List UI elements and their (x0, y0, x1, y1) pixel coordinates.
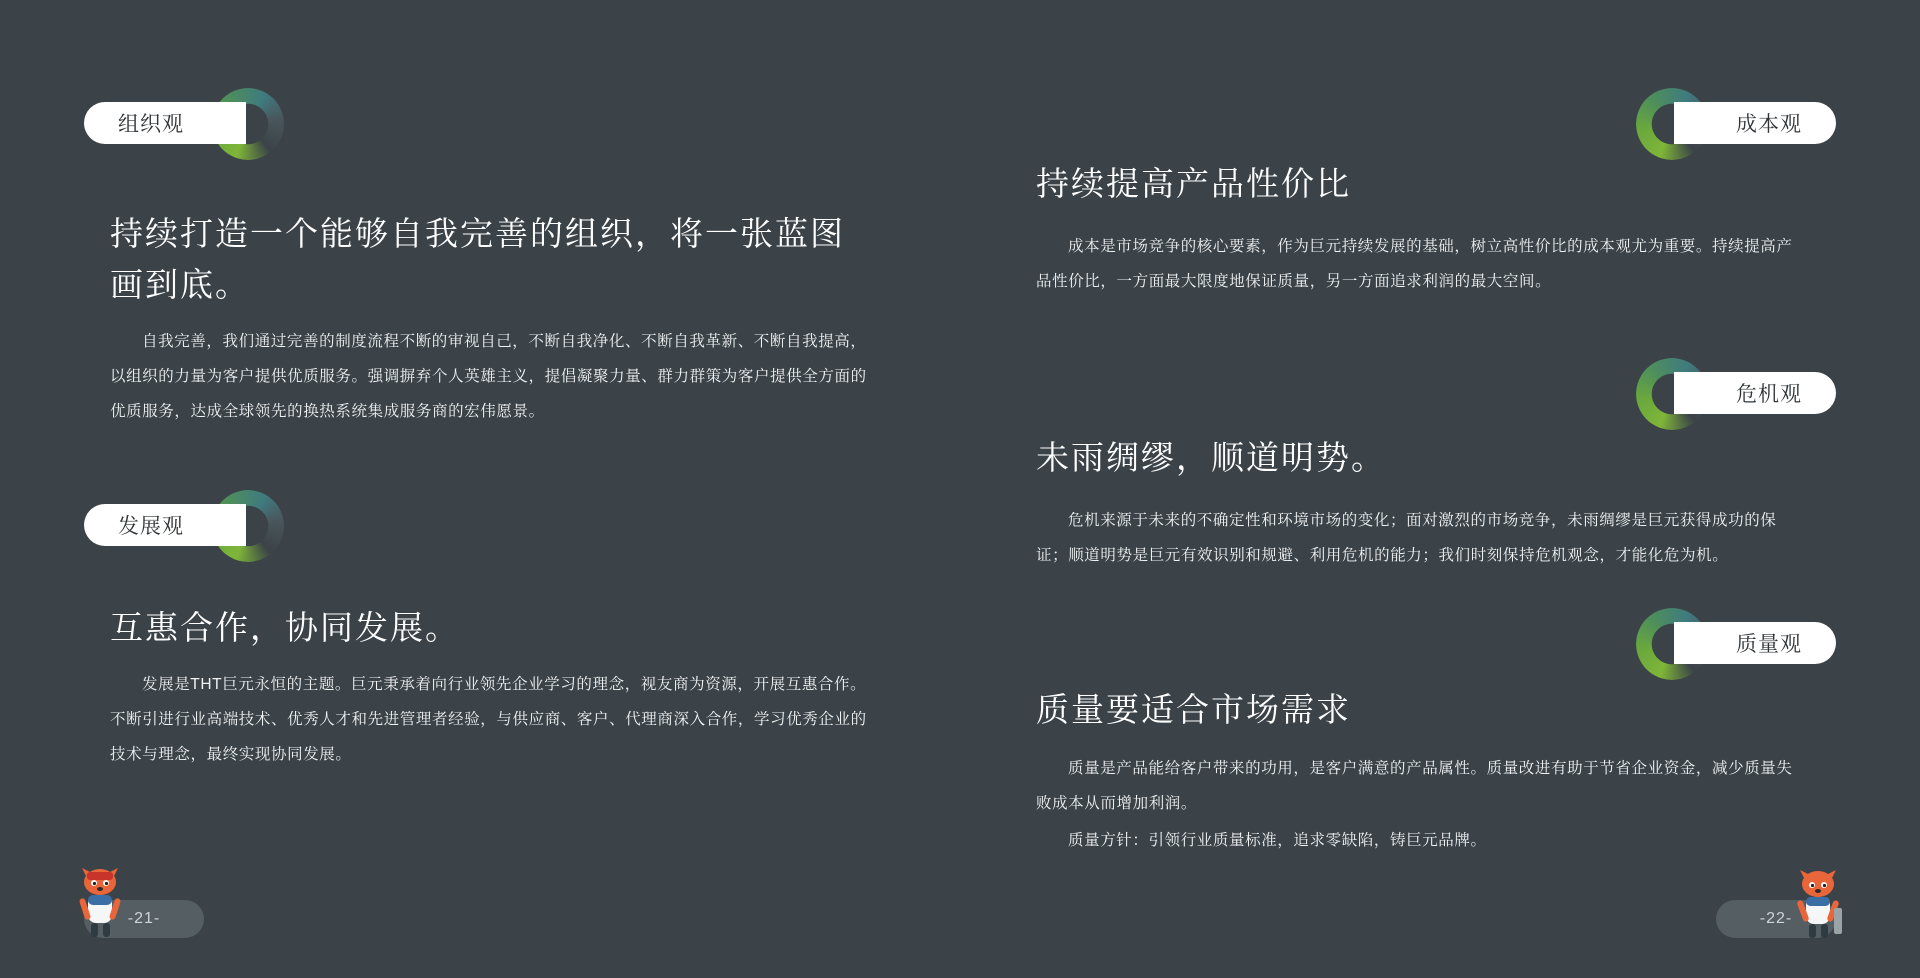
mascot-character-icon (70, 868, 136, 942)
mascot-character-icon (1784, 868, 1850, 942)
section-body-organization: 自我完善，我们通过完善的制度流程不断的审视自己，不断自我净化、不断自我革新、不断自我提高，以组织的力量为客户提供优质服务。强调摒弃个人英雄主义，提倡凝聚力量、群力群策为客户提供全方面的优质服务，达成全球领先的换热系统集成服务商的宏伟愿景。 (110, 333, 867, 420)
section-tag-crisis (1636, 358, 1836, 430)
section-heading-development: 互惠合作，协同发展。 (110, 609, 460, 646)
section-body-cost: 成本是市场竞争的核心要素，作为巨元持续发展的基础，树立高性价比的成本观尤为重要。持续提高产品性价比，一方面最大限度地保证质量，另一方面追求利润的最大空间。 (1036, 238, 1793, 290)
page-right (960, 0, 1920, 978)
section-tag-quality (1636, 608, 1836, 680)
section-tag-label: 成本观 (1674, 102, 1836, 144)
section-tag-cost (1636, 88, 1836, 160)
section-tag-label: 质量观 (1674, 622, 1836, 664)
section-tag-label: 发展观 (84, 504, 246, 546)
section-heading-organization: 持续打造一个能够自我完善的组织，将一张蓝图画到底。 (110, 215, 845, 304)
page-number-right: -22- (1716, 900, 1836, 938)
section-tag-label: 危机观 (1674, 372, 1836, 414)
section-heading-crisis: 未雨绸缪，顺道明势。 (1036, 439, 1386, 476)
section-tag-organization (84, 88, 284, 160)
page-number-left: -21- (84, 900, 204, 938)
section-body-quality-1: 质量是产品能给客户带来的功用，是客户满意的产品属性。质量改进有助于节省企业资金，减少质量失败成本从而增加利润。 (1036, 760, 1793, 812)
section-body-crisis: 危机来源于未来的不确定性和环境市场的变化；面对激烈的市场竞争，未雨绸缪是巨元获得成功的保证；顺道明势是巨元有效识别和规避、利用危机的能力；我们时刻保持危机观念，才能化危为机。 (1036, 512, 1777, 564)
section-tag-label: 组织观 (84, 102, 246, 144)
section-heading-quality: 质量要适合市场需求 (1036, 691, 1351, 728)
section-tag-development (84, 490, 284, 562)
section-body-quality-2: 质量方针：引领行业质量标准，追求零缺陷，铸巨元品牌。 (1068, 832, 1487, 849)
section-body-development: 发展是THT巨元永恒的主题。巨元秉承着向行业领先企业学习的理念，视友商为资源，开展互惠合作。不断引进行业高端技术、优秀人才和先进管理者经验，与供应商、客户、代理商深入合作，学习优秀企业的技术与理念，最终实现协同发展。 (110, 676, 867, 763)
section-heading-cost: 持续提高产品性价比 (1036, 165, 1351, 202)
